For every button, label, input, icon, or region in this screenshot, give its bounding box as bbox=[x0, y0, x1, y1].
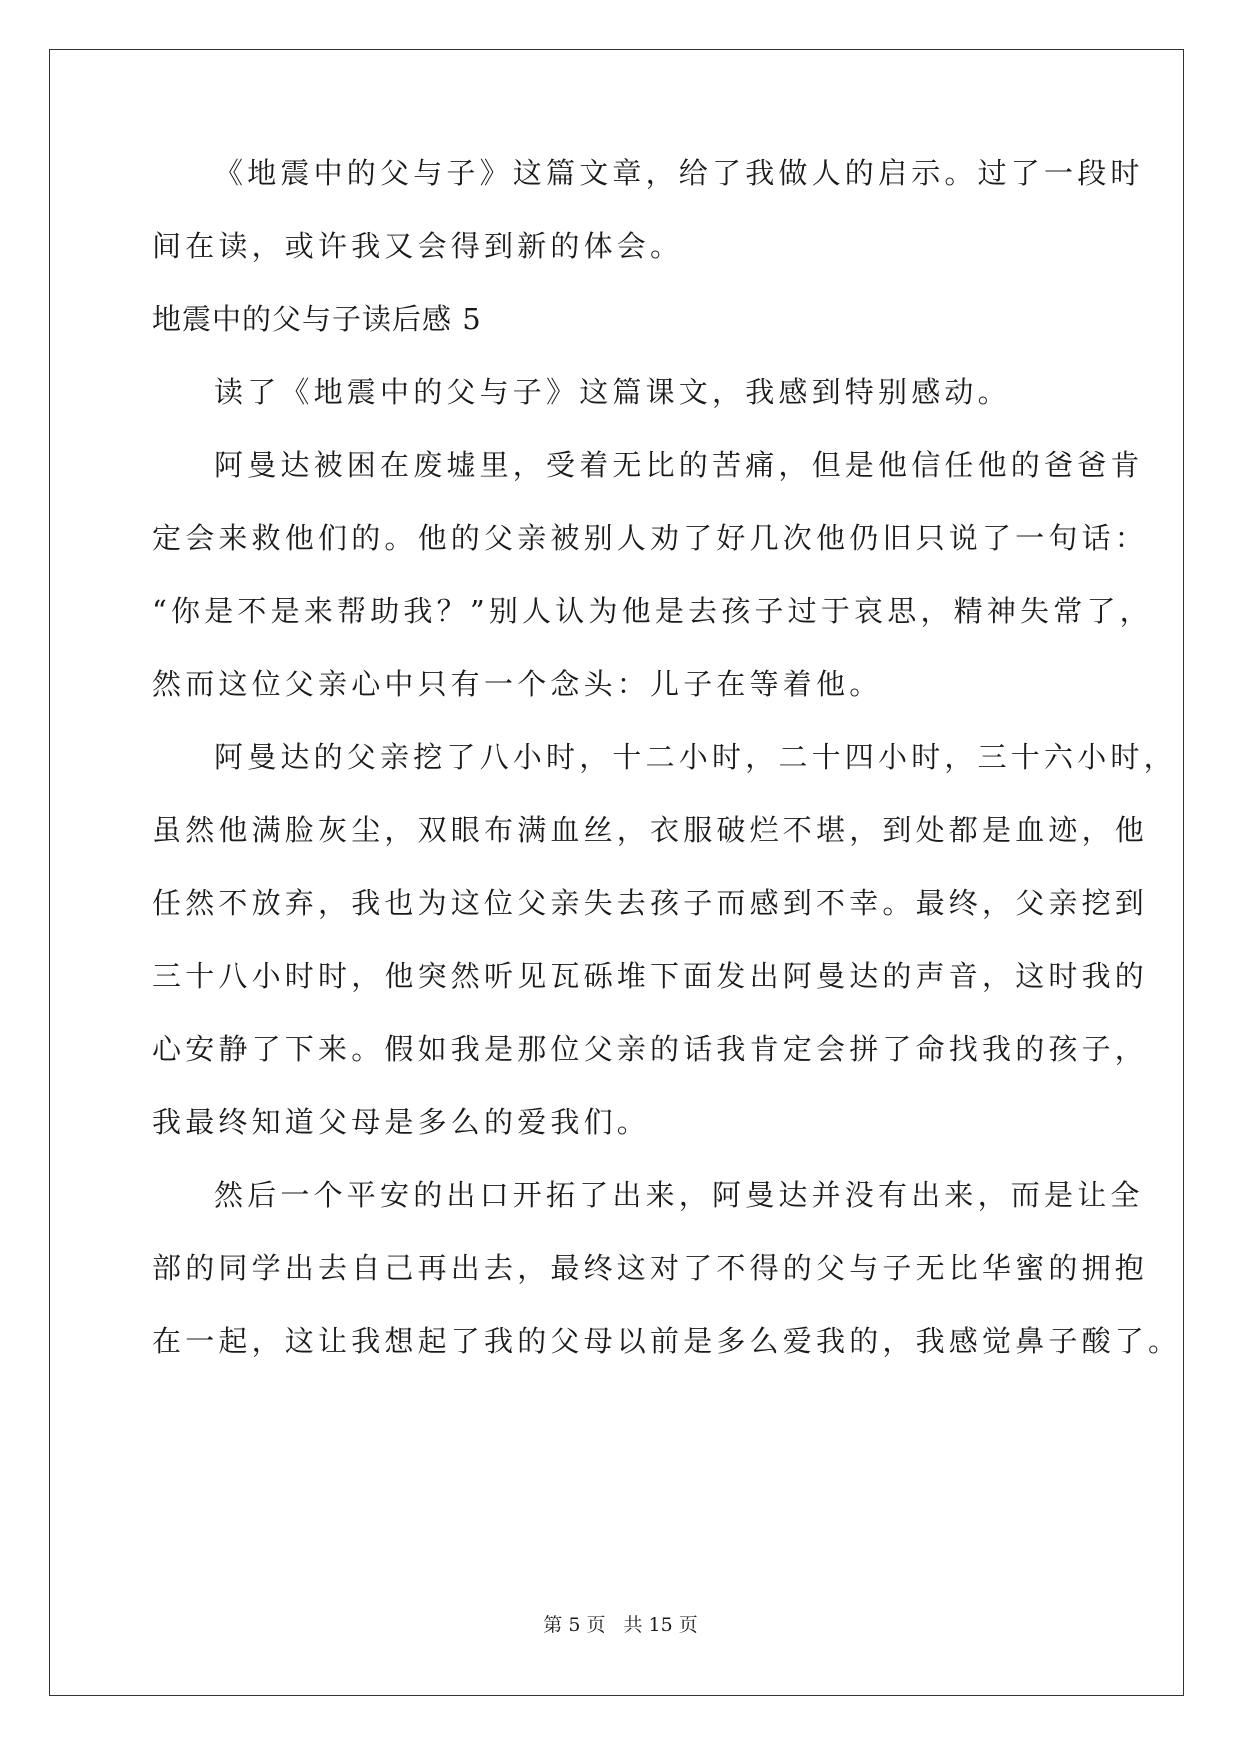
paragraph-line: 阿曼达的父亲挖了八小时，十二小时，二十四小时，三十六小时， bbox=[214, 740, 1177, 774]
paragraph-line: 然而这位父亲心中只有一个念头：儿子在等着他。 bbox=[152, 667, 883, 701]
page-border bbox=[49, 49, 1184, 1696]
paragraph-line: 在一起，这让我想起了我的父母以前是多么爱我的，我感觉鼻子酸了。 bbox=[152, 1324, 1182, 1358]
page-number: 第 5 页 bbox=[543, 1614, 606, 1636]
paragraph-line: 然后一个平安的出口开拓了出来，阿曼达并没有出来，而是让全 bbox=[214, 1178, 1144, 1212]
page-footer bbox=[0, 1612, 1241, 1638]
paragraph-line: 间在读，或许我又会得到新的体会。 bbox=[152, 229, 684, 263]
paragraph-line: 任然不放弃，我也为这位父亲失去孩子而感到不幸。最终，父亲挖到 bbox=[152, 886, 1149, 920]
paragraph-line: 阿曼达被困在废墟里，受着无比的苦痛，但是他信任他的爸爸肯 bbox=[214, 448, 1144, 482]
paragraph-line: “你是不是来帮助我？”别人认为他是去孩子过于哀思，精神失常了， bbox=[152, 594, 1153, 628]
page-total: 共 15 页 bbox=[623, 1614, 698, 1636]
paragraph-line: 我最终知道父母是多么的爱我们。 bbox=[152, 1105, 651, 1139]
paragraph-line: 心安静了下来。假如我是那位父亲的话我肯定会拼了命找我的孩子， bbox=[152, 1032, 1149, 1066]
paragraph-line: 定会来救他们的。他的父亲被别人劝了好几次他仍旧只说了一句话： bbox=[152, 521, 1149, 555]
paragraph-line: 读了《地震中的父与子》这篇课文，我感到特别感动。 bbox=[214, 375, 1011, 409]
paragraph-line: 三十八小时时，他突然听见瓦砾堆下面发出阿曼达的声音，这时我的 bbox=[152, 959, 1149, 993]
section-heading: 地震中的父与子读后感 5 bbox=[152, 302, 482, 336]
paragraph-line: 《地震中的父与子》这篇文章，给了我做人的启示。过了一段时 bbox=[214, 156, 1144, 190]
paragraph-line: 部的同学出去自己再出去，最终这对了不得的父与子无比华蜜的拥抱 bbox=[152, 1251, 1149, 1285]
paragraph-line: 虽然他满脸灰尘，双眼布满血丝，衣服破烂不堪，到处都是血迹，他 bbox=[152, 813, 1149, 847]
